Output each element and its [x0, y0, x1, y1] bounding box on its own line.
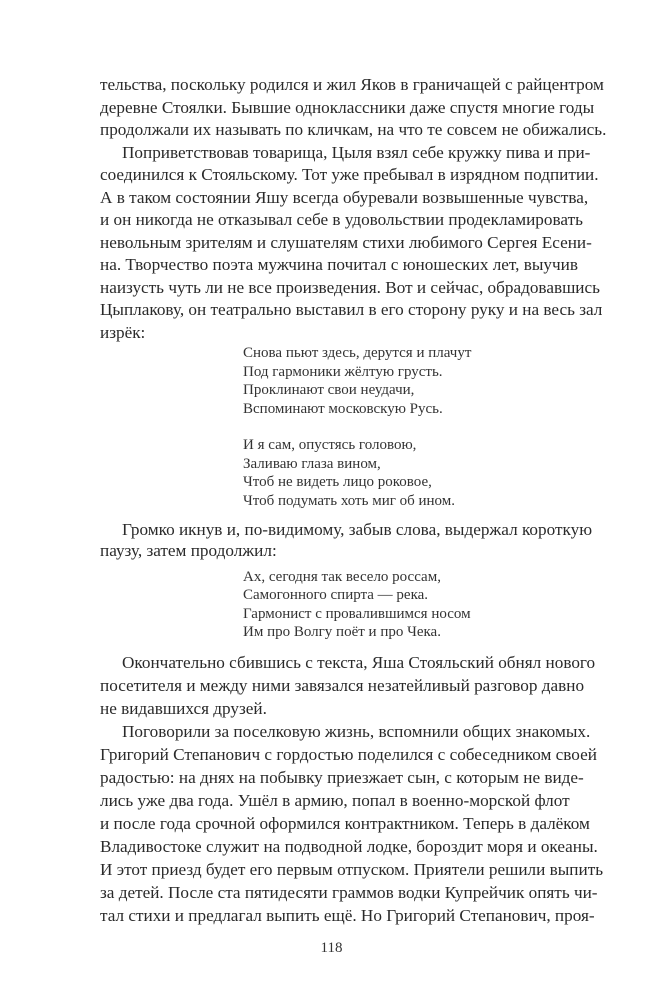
text-line: тельства, поскольку родился и жил Яков в граничащей с райцентром [100, 75, 604, 94]
verse-line: Проклинают свои неудачи, [243, 382, 415, 399]
text-line: паузу, затем продолжил: [100, 541, 277, 560]
verse-line: Чтоб подумать хоть миг об ином. [243, 493, 456, 509]
verse-line: Вспоминают московскую Русь. [243, 401, 443, 417]
text-line: радостью: на днях на побывку приезжает сын, с которым не виде- [100, 768, 584, 787]
text-line: и он никогда не отказывал себе в удовольствии продекламировать [100, 210, 583, 229]
text-line: и после года срочной оформился контрактником. Теперь в далёком [100, 814, 590, 833]
verse-line: И я сам, опустясь головою, [243, 437, 417, 453]
text-line: деревне Стоялки. Бывшие одноклассники даже спустя многие годы [100, 97, 595, 117]
text-line: Владивостоке служит на подводной лодке, бороздит моря и океаны. [100, 837, 598, 856]
text-line: Цыплакову, он театрально выставил в его сторону руку и на весь зал [100, 300, 603, 319]
verse-line: Заливаю глаза вином, [243, 455, 381, 472]
page-number: 118 [320, 940, 343, 956]
text-line: Григорий Степанович с гордостью поделился с собеседником своей [100, 745, 597, 764]
text-line: не видавшихся друзей. [100, 699, 267, 718]
verse-line: Гармонист с провалившимся носом [243, 605, 471, 622]
verse-line: Ах, сегодня так весело россам, [243, 569, 441, 585]
verse-line: Им про Волгу поёт и про Чека. [243, 624, 441, 640]
text-line: за детей. После ста пятидесяти граммов водки Купрейчик опять чи- [100, 883, 598, 902]
text-line: посетителя и между ними завязался незатейливый разговор давно [100, 676, 585, 695]
text-line: наизусть чуть ли не все произведения. Вот и сейчас, обрадовавшись [100, 277, 600, 297]
text-line: Громко икнув и, по-видимому, забыв слова, выдержал короткую [122, 520, 593, 539]
text-line: невольным зрителям и слушателям стихи любимого Сергея Есени- [100, 232, 592, 252]
text-line: продолжали их называть по кличкам, на что те совсем не обижались. [100, 120, 607, 139]
text-line: И этот приезд будет его первым отпуском. Приятели решили выпить [100, 860, 604, 879]
text-line: лись уже два года. Ушёл в армию, попал в военно-морской флот [100, 791, 570, 810]
text-line: А в таком состоянии Яшу всегда обуревали возвышенные чувства, [100, 187, 589, 207]
verse-line: Под гармоники жёлтую грусть. [243, 363, 443, 380]
text-line: Поприветствовав товарища, Цыля взял себе кружку пива и при- [122, 142, 591, 162]
verse-line: Чтоб не видеть лицо роковое, [243, 474, 432, 491]
text-line: изрёк: [100, 322, 146, 342]
text-line: Поговорили за поселковую жизнь, вспомнили общих знакомых. [122, 722, 591, 741]
text-line: соединился к Стояльскому. Тот уже пребывал в изрядном подпитии. [100, 165, 599, 184]
text-line: Окончательно сбившись с текста, Яша Стояльский обнял нового [122, 653, 596, 672]
verse-line: Самогонного спирта — река. [243, 587, 429, 604]
verse-line: Снова пьют здесь, дерутся и плачут [243, 345, 472, 361]
text-line: на. Творчество поэта мужчина почитал с юношеских лет, выучив [100, 255, 578, 274]
text-line: тал стихи и предлагал выпить ещё. Но Григорий Степанович, проя- [100, 906, 595, 925]
